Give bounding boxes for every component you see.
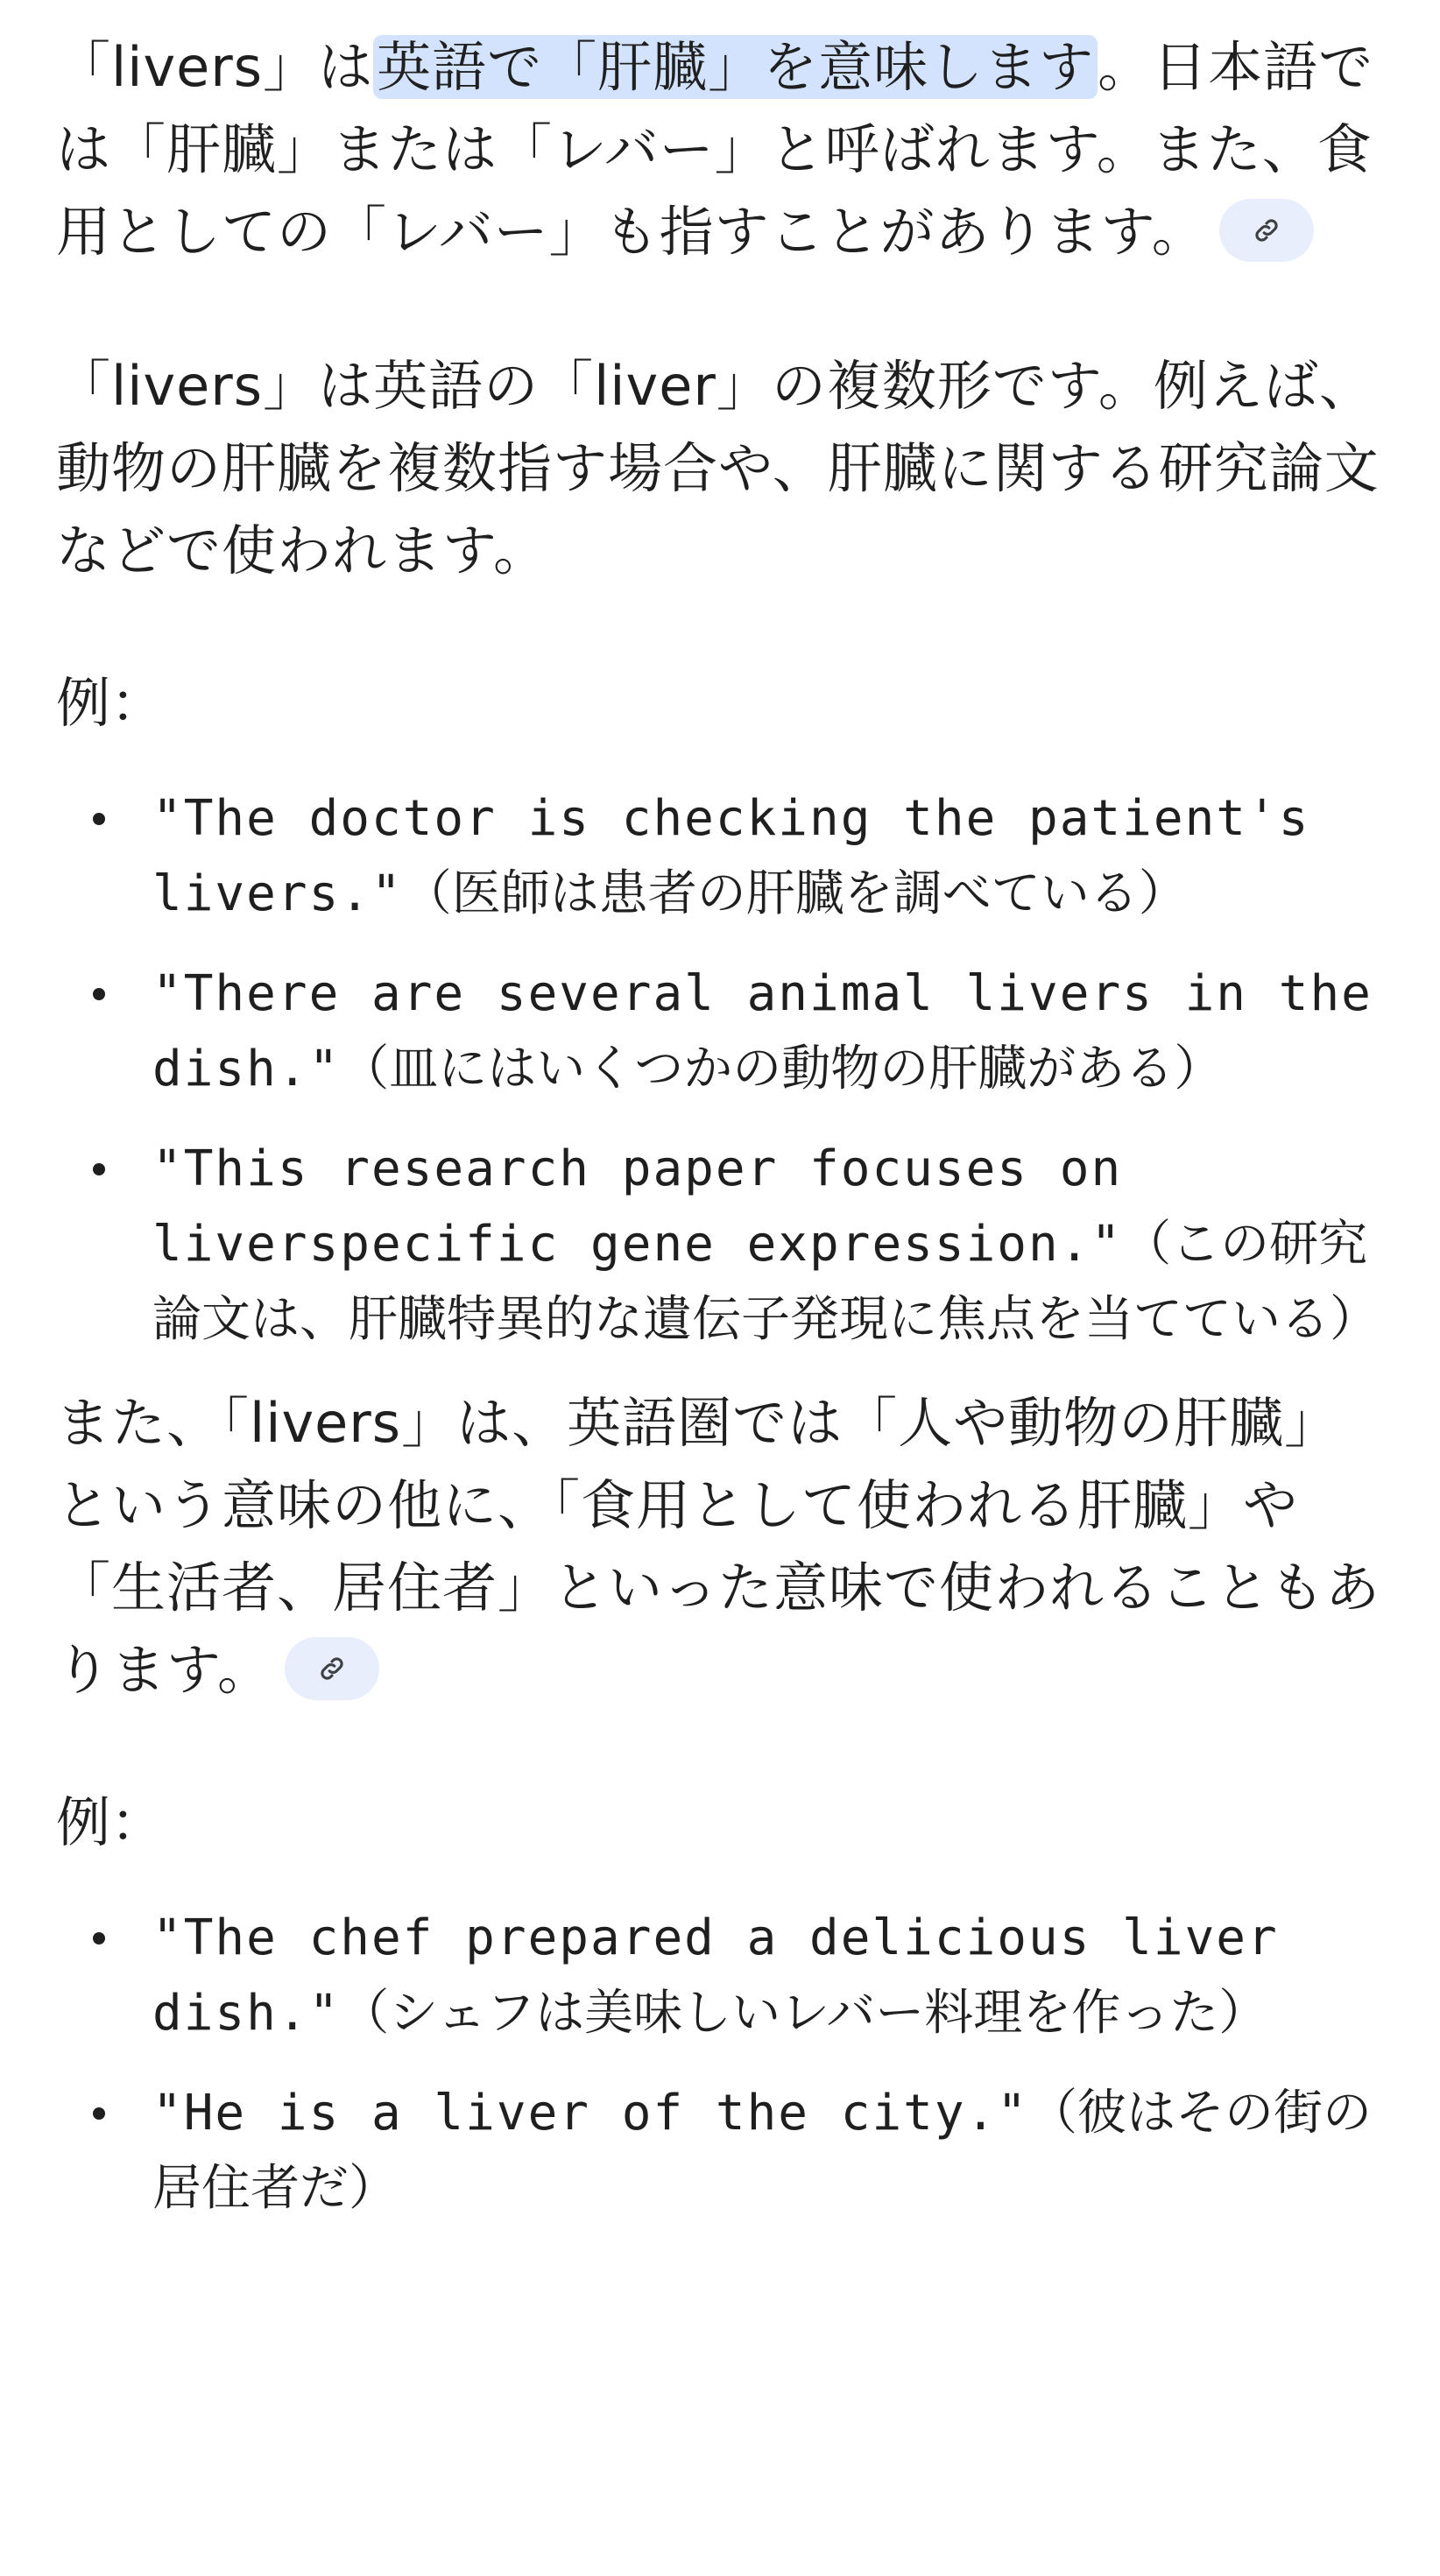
examples-list-2 (56, 1901, 1387, 2227)
source-link-chip[interactable] (285, 1637, 379, 1700)
examples-label-1: 例： (56, 671, 166, 735)
example-english: "This research paper focuses on liverspecific gene expression." (152, 1140, 1123, 1273)
list-item (56, 2076, 1387, 2227)
list-item (56, 781, 1387, 932)
paragraph-other-meanings (56, 1382, 1387, 1711)
response-content (56, 26, 1387, 2251)
example-japanese: （シェフは美味しいレバー料理を作った） (340, 1985, 1268, 2042)
list-item (56, 1132, 1387, 1358)
list-item (56, 1901, 1387, 2051)
paragraph-other-meanings-text: また、「livers」は、英語圏では「人や動物の肝臓」という意味の他に、「食用として使われる肝臓」や「生活者、居住者」といった意味で使われることもあります。 (56, 1391, 1381, 1702)
bullet (93, 813, 105, 825)
link-icon (1252, 215, 1281, 245)
bullet (93, 1932, 105, 1944)
examples-list-1 (56, 781, 1387, 1358)
bullet (93, 1163, 105, 1175)
example-japanese: （皿にはいくつかの動物の肝臓がある） (340, 1041, 1224, 1097)
paragraph-meaning-suffix: 。日本語では「肝臓」または「レバー」と呼ばれます。また、食用としての「レバー」も指すことがあります。 (56, 35, 1374, 264)
bullet (93, 2107, 105, 2120)
list-item (56, 956, 1387, 1107)
bullet (93, 988, 105, 1000)
example-english: "He is a liver of the city." (152, 2085, 1029, 2142)
paragraph-meaning-prefix: 「livers」は (56, 35, 374, 99)
example-japanese: （彼はその街の居住者だ） (152, 2085, 1373, 2217)
example-english: "There are several animal livers in the dish." (152, 965, 1373, 1097)
examples-label-2: 例： (56, 1790, 166, 1854)
example-english: "The doctor is checking the patient's livers." (152, 790, 1310, 922)
example-japanese: （この研究論文は、肝臓特異的な遺伝子発現に焦点を当てている） (152, 1216, 1379, 1348)
example-english: "The chef prepared a delicious liver dish." (152, 1909, 1279, 2042)
link-icon (317, 1654, 347, 1683)
highlighted-text[interactable]: 英語で「肝臓」を意味します (373, 35, 1098, 99)
source-link-chip[interactable] (1219, 199, 1314, 262)
paragraph-meaning (56, 26, 1387, 273)
paragraph-plural: 「livers」は英語の「liver」の複数形です。例えば、動物の肝臓を複数指す場合や、肝臓に関する研究論文などで使われます。 (56, 354, 1380, 582)
example-japanese: （医師は患者の肝臓を調べている） (402, 865, 1188, 922)
